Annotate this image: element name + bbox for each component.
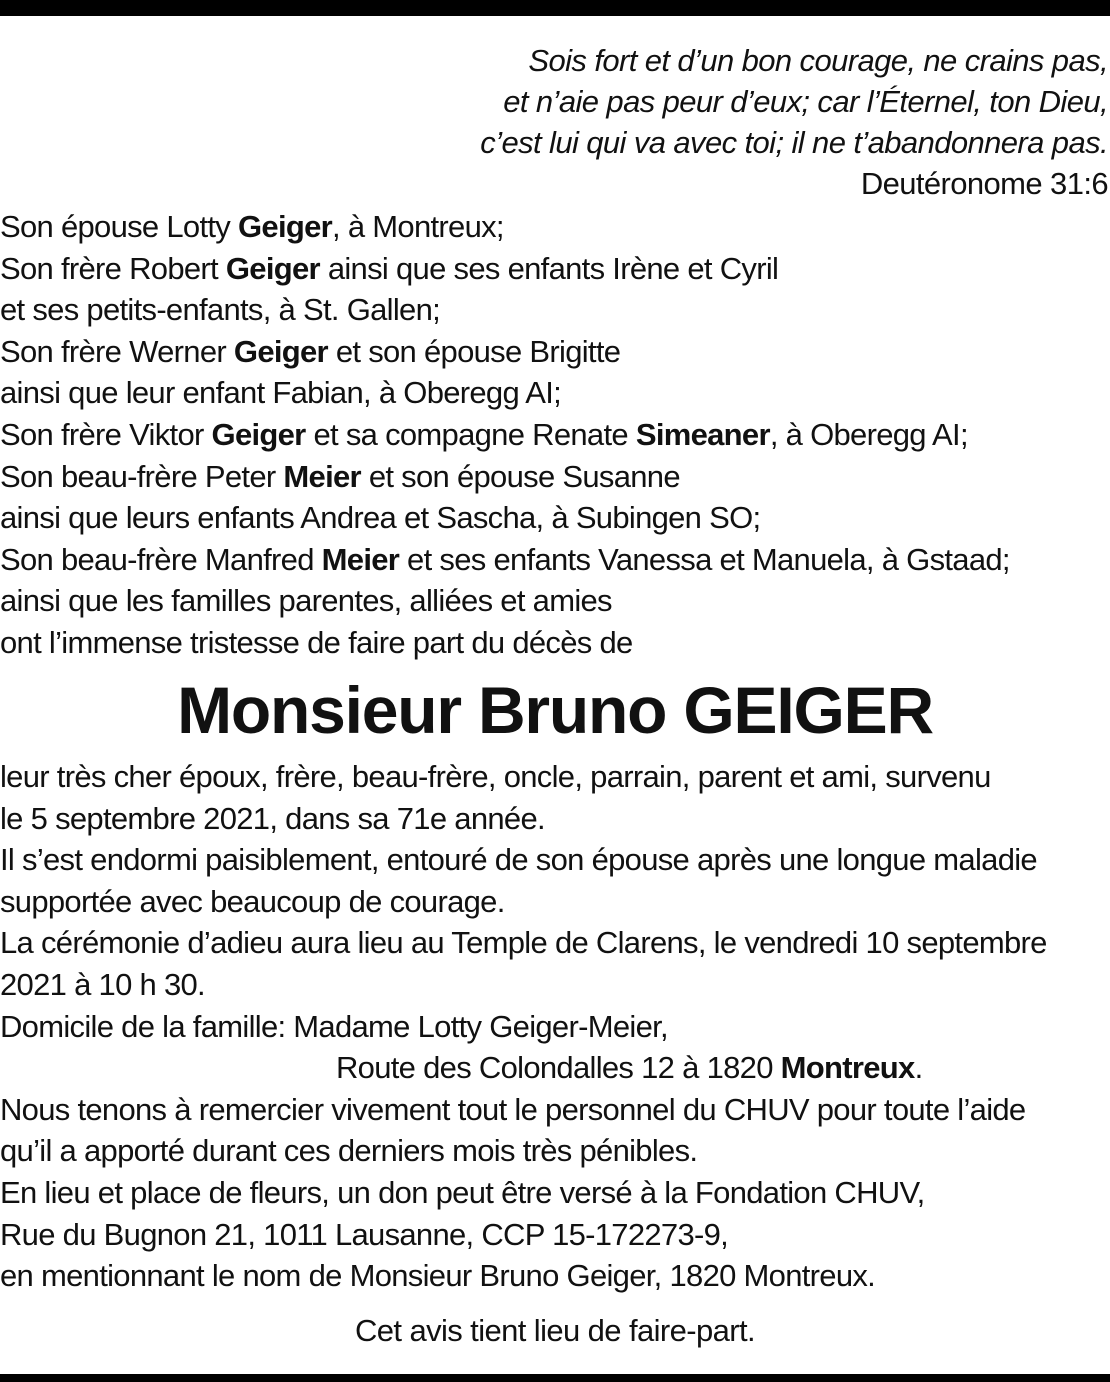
body-line: En lieu et place de fleurs, un don peut être versé à la Fondation CHUV, <box>0 1174 925 1210</box>
notice-body <box>0 756 1110 1297</box>
text: , à Oberegg AI; <box>769 416 968 452</box>
text: Son beau-frère Peter <box>0 458 284 494</box>
text: et ses enfants Vanessa et Manuela, à Gstaad; <box>399 541 1010 577</box>
text: , à Montreux; <box>332 209 504 244</box>
body-line: en mentionnant le nom de Monsieur Bruno Geiger, 1820 Montreux. <box>0 1258 876 1294</box>
family-line <box>0 414 1110 456</box>
body-line: La cérémonie d’adieu aura lieu au Temple de Clarens, le vendredi 10 septembre <box>0 925 1047 961</box>
family-line <box>0 456 1110 498</box>
city: Montreux <box>780 1050 915 1086</box>
family-line <box>0 206 1110 248</box>
body-line: le 5 septembre 2021, dans sa 71e année. <box>0 800 545 836</box>
text: Son frère Werner <box>0 333 234 369</box>
body-line: supportée avec beaucoup de courage. <box>0 883 505 919</box>
text: Route des Colondalles 12 à 1820 <box>336 1050 781 1086</box>
body-line: Rue du Bugnon 21, 1011 Lausanne, CCP 15-172273-9, <box>0 1216 729 1252</box>
bottom-border-rule <box>0 1374 1110 1382</box>
family-line: et ses petits-enfants, à St. Gallen; <box>0 292 441 328</box>
surname: Meier <box>283 458 361 494</box>
deceased-name: Monsieur Bruno GEIGER <box>177 673 933 747</box>
bible-verse <box>328 40 1108 204</box>
text: Son épouse Lotty <box>0 209 239 244</box>
text: Son beau-frère Manfred <box>0 541 322 577</box>
surname: Simeaner <box>635 416 770 452</box>
text: et son épouse Brigitte <box>327 333 621 369</box>
surname: Meier <box>321 541 400 577</box>
verse-line: et n’aie pas peur d’eux; car l’Éternel, ton Dieu, <box>503 84 1108 119</box>
top-border-rule <box>0 0 1110 16</box>
verse-line: c’est lui qui va avec toi; il ne t’abandonnera pas. <box>480 125 1108 160</box>
text: Son frère Robert <box>0 250 226 286</box>
body-line: Nous tenons à remercier vivement tout le personnel du CHUV pour toute l’aide <box>0 1091 1026 1127</box>
address-line <box>0 1047 1110 1089</box>
family-line <box>0 331 1110 373</box>
family-line: ainsi que leur enfant Fabian, à Oberegg AI; <box>0 375 562 411</box>
family-line: ont l’immense tristesse de faire part du décès de <box>0 624 633 660</box>
surname: Geiger <box>233 333 328 369</box>
text: ainsi que ses enfants Irène et Cyril <box>319 250 779 286</box>
surname: Geiger <box>238 209 333 244</box>
body-line: 2021 à 10 h 30. <box>0 966 205 1002</box>
family-announcement <box>0 206 1110 664</box>
closing-note: Cet avis tient lieu de faire-part. <box>354 1313 756 1348</box>
surname: Geiger <box>225 250 320 286</box>
text: Son frère Viktor <box>0 416 212 452</box>
family-line: ainsi que leurs enfants Andrea et Sascha, à Subingen SO; <box>0 500 761 536</box>
body-line: Domicile de la famille: Madame Lotty Geiger-Meier, <box>0 1008 668 1044</box>
family-line: ainsi que les familles parentes, alliées et amies <box>0 583 612 619</box>
body-line: qu’il a apporté durant ces derniers mois très pénibles. <box>0 1133 698 1169</box>
family-line <box>0 539 1110 581</box>
verse-line: Sois fort et d’un bon courage, ne crains pas, <box>528 43 1108 78</box>
verse-reference: Deutéronome 31:6 <box>860 166 1108 201</box>
text: et sa compagne Renate <box>305 416 636 452</box>
family-line <box>0 248 1110 290</box>
text: et son épouse Susanne <box>360 458 680 494</box>
body-line: leur très cher époux, frère, beau-frère, oncle, parrain, parent et ami, survenu <box>0 759 991 794</box>
body-line: Il s’est endormi paisiblement, entouré de son épouse après une longue maladie <box>0 842 1037 878</box>
surname: Geiger <box>211 416 306 452</box>
text: . <box>914 1050 923 1086</box>
